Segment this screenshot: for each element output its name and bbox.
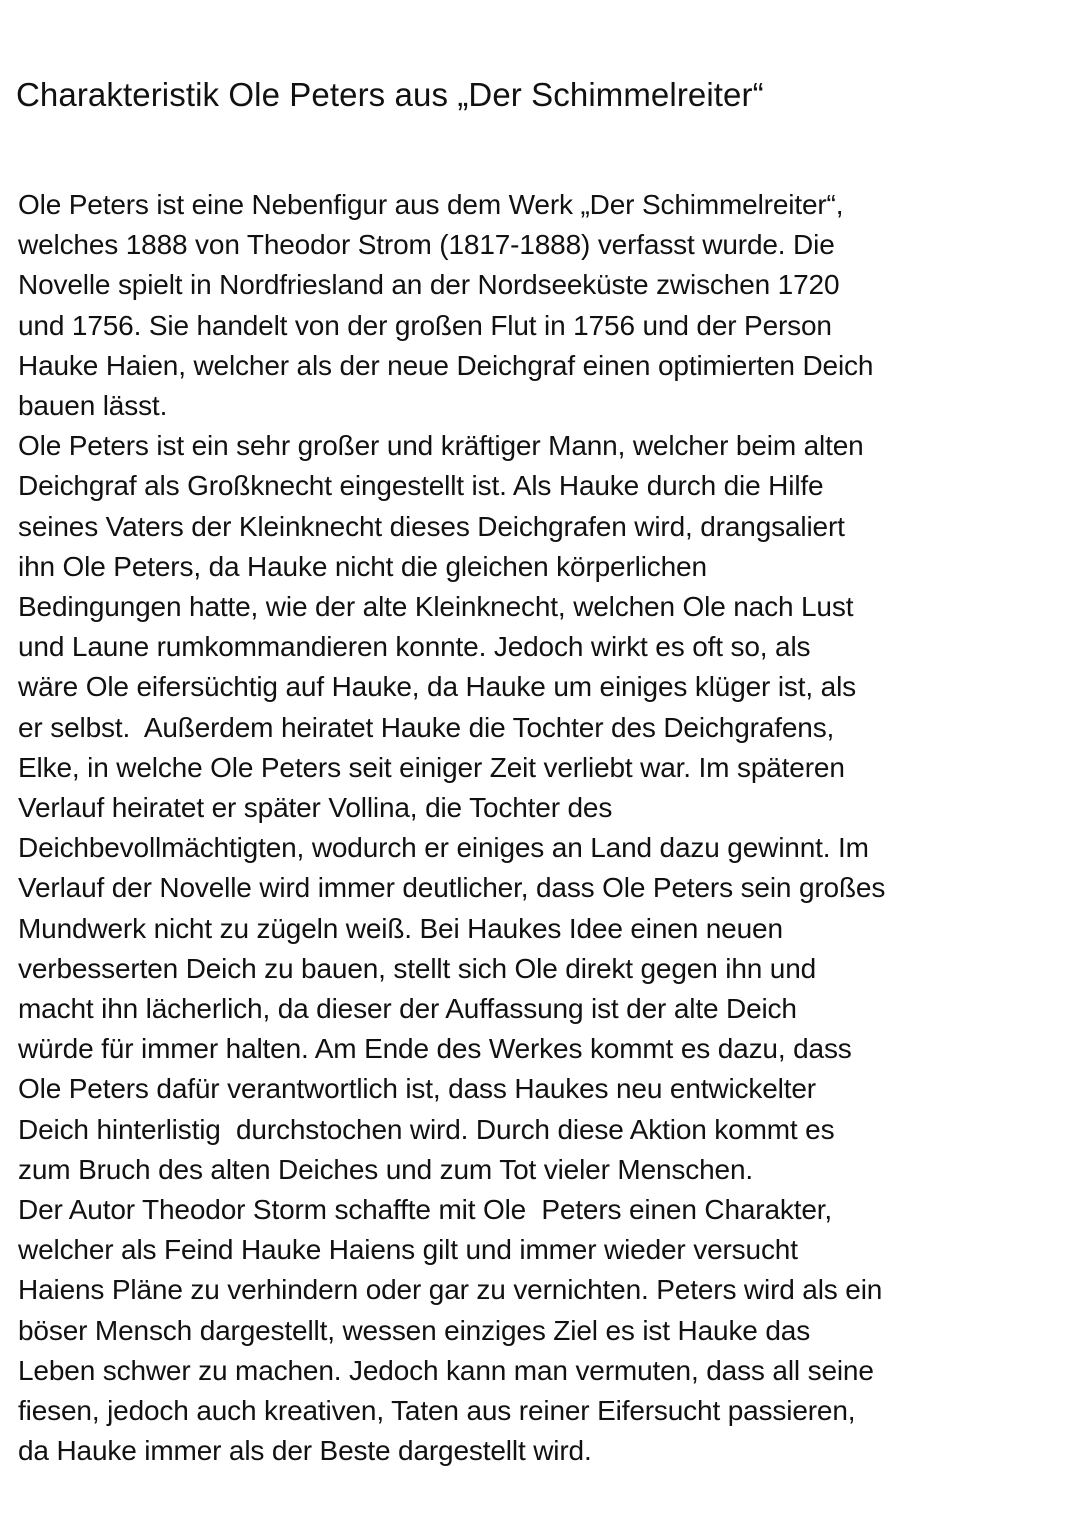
text-line: Haiens Pläne zu verhindern oder gar zu vernichten. Peters wird als ein <box>18 1274 883 1306</box>
text-line: Deichbevollmächtigten, wodurch er einiges an Land dazu gewinnt. Im <box>18 832 869 864</box>
text-line: Elke, in welche Ole Peters seit einiger Zeit verliebt war. Im späteren <box>18 751 845 783</box>
text-line: seines Vaters der Kleinknecht dieses Deichgrafen wird, drangsaliert <box>18 510 845 542</box>
text-line: da Hauke immer als der Beste dargestellt wird. <box>18 1435 592 1467</box>
text-line: Ole Peters ist ein sehr großer und kräftiger Mann, welcher beim alten <box>18 430 864 462</box>
text-line: ihn Ole Peters, da Hauke nicht die gleichen körperlichen <box>18 550 707 582</box>
text-line: Leben schwer zu machen. Jedoch kann man vermuten, dass all seine <box>18 1354 874 1386</box>
text-line: Deich hinterlistig durchstochen wird. Durch diese Aktion kommt es <box>18 1113 835 1145</box>
text-line: er selbst. Außerdem heiratet Hauke die Tochter des Deichgrafens, <box>18 711 835 743</box>
text-line: welches 1888 von Theodor Strom (1817-1888) verfasst wurde. Die <box>18 229 835 261</box>
text-line: Der Autor Theodor Storm schaffte mit Ole Peters einen Charakter, <box>18 1194 833 1226</box>
text-line: zum Bruch des alten Deiches und zum Tot vieler Menschen. <box>18 1153 754 1185</box>
text-line: bauen lässt. <box>18 390 168 422</box>
text-line: Hauke Haien, welcher als der neue Deichgraf einen optimierten Deich <box>18 349 874 381</box>
text-line: und 1756. Sie handelt von der großen Flut in 1756 und der Person <box>18 309 832 341</box>
text-line: und Laune rumkommandieren konnte. Jedoch wirkt es oft so, als <box>18 631 811 663</box>
text-line: Verlauf heiratet er später Vollina, die Tochter des <box>18 792 613 824</box>
text-line: Bedingungen hatte, wie der alte Kleinknecht, welchen Ole nach Lust <box>18 591 854 623</box>
text-line: welcher als Feind Hauke Haiens gilt und immer wieder versucht <box>18 1234 798 1266</box>
text-line: würde für immer halten. Am Ende des Werkes kommt es dazu, dass <box>18 1033 852 1065</box>
text-line: Deichgraf als Großknecht eingestellt ist. Als Hauke durch die Hilfe <box>18 470 824 502</box>
text-line: Mundwerk nicht zu zügeln weiß. Bei Haukes Idee einen neuen <box>18 912 783 944</box>
text-line: Ole Peters dafür verantwortlich ist, dass Haukes neu entwickelter <box>18 1073 816 1105</box>
text-line: macht ihn lächerlich, da dieser der Auffassung ist der alte Deich <box>18 993 797 1025</box>
text-line: wäre Ole eifersüchtig auf Hauke, da Hauke um einiges klüger ist, als <box>18 671 857 703</box>
text-line: Verlauf der Novelle wird immer deutlicher, dass Ole Peters sein großes <box>18 872 886 904</box>
text-line: Ole Peters ist eine Nebenfigur aus dem Werk „Der Schimmelreiter“, <box>18 189 844 220</box>
document-title: Charakteristik Ole Peters aus „Der Schimmelreiter“ <box>16 76 764 113</box>
document-body <box>18 185 1078 1472</box>
text-line: Novelle spielt in Nordfriesland an der Nordseeküste zwischen 1720 <box>18 269 840 301</box>
text-line: böser Mensch dargestellt, wessen einziges Ziel es ist Hauke das <box>18 1314 811 1346</box>
text-line: verbesserten Deich zu bauen, stellt sich Ole direkt gegen ihn und <box>18 952 817 984</box>
text-line: fiesen, jedoch auch kreativen, Taten aus reiner Eifersucht passieren, <box>18 1395 856 1427</box>
